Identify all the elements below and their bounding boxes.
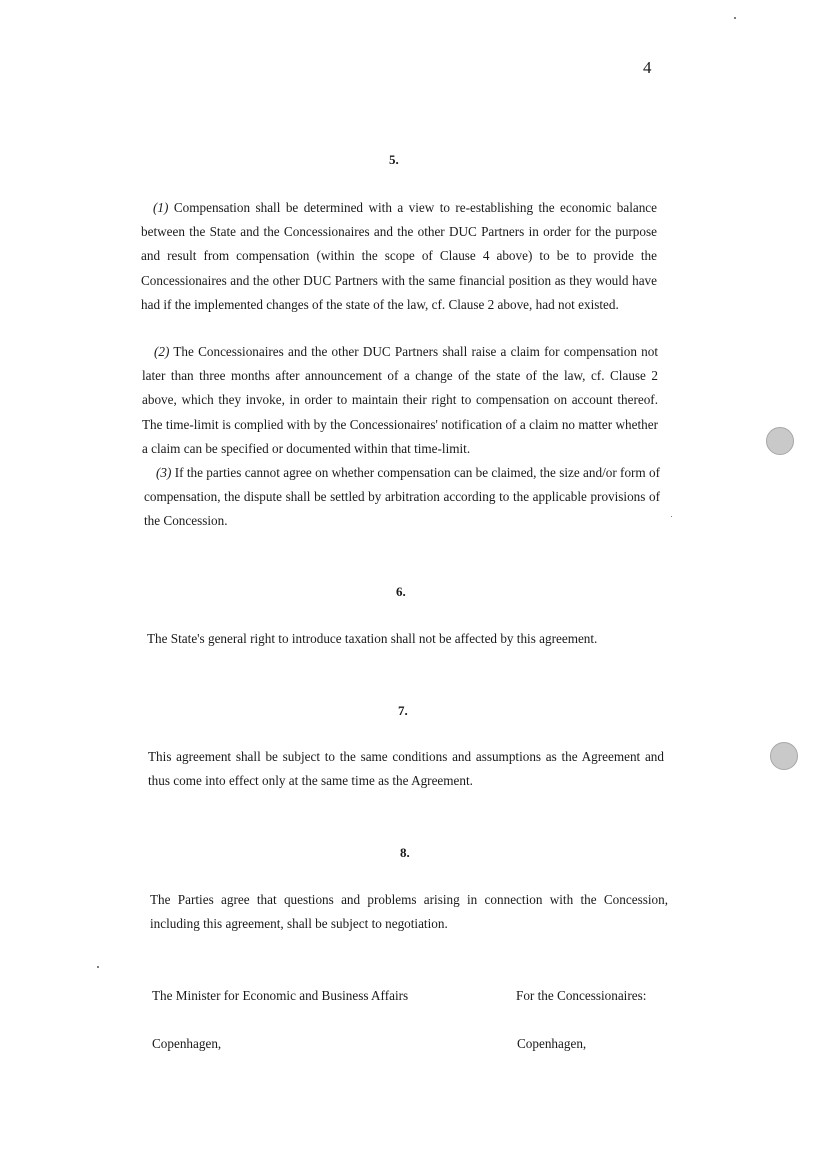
scan-speck-icon (97, 966, 99, 968)
signature-right-party: For the Concessionaires: (516, 988, 647, 1003)
section-6-text: The State's general right to introduce taxation shall not be affected by this agreement. (147, 631, 598, 646)
section-5-paragraph-1 (141, 196, 657, 317)
paragraph-marker: (1) (153, 200, 169, 215)
section-5-paragraph-3 (144, 461, 660, 534)
scan-speck-icon (671, 516, 672, 517)
paragraph-text: If the parties cannot agree on whether compensation can be claimed, the size and/or form of compensation, the dispute shall be settled by arbitration according to the applicable provisions of the Concession. (144, 465, 660, 529)
paragraph-text: Compensation shall be determined with a view to re-establishing the economic balance between the State and the Concessionaires and the other DUC Partners in order for the purpose and result from compensation (within the scope of Clause 4 above) to be to provide the Concessionaires and the other DUC Partners with the same financial position as they would have had if the implemented changes of the state of the law, cf. Clause 2 above, had not existed. (141, 200, 658, 312)
paragraph-marker: (2) (154, 344, 170, 359)
section-7-heading: 7. (398, 703, 408, 718)
section-8-heading: 8. (400, 845, 410, 860)
paragraph-text: The Concessionaires and the other DUC Partners shall raise a claim for compensation not later than three months after announcement of a change of the state of the law, cf. Clause 2 above, which they invoke, in order to maintain their right to compensation on account thereof. The time-limit is complied with by the Concessionaires' notification of a claim no matter whether a claim can be specified or documented within that time-limit. (142, 344, 659, 456)
punch-hole-icon (770, 742, 798, 770)
section-5-paragraph-2 (142, 340, 658, 461)
section-8-text: The Parties agree that questions and problems arising in connection with the Concession, including this agreement, shall be subject to negotiation. (150, 892, 668, 932)
section-6-heading: 6. (396, 584, 406, 599)
punch-hole-icon (766, 427, 794, 455)
section-7-text: This agreement shall be subject to the same conditions and assumptions as the Agreement and thus come into effect only at the same time as the Agreement. (148, 749, 664, 789)
section-5-heading: 5. (389, 152, 399, 167)
signature-left-party: The Minister for Economic and Business Affairs (152, 988, 409, 1003)
page-number: 4 (643, 58, 652, 77)
scan-speck-icon (734, 17, 736, 19)
signature-left-place: Copenhagen, (152, 1036, 222, 1051)
signature-right-place: Copenhagen, (517, 1036, 587, 1051)
paragraph-marker: (3) (156, 465, 172, 480)
